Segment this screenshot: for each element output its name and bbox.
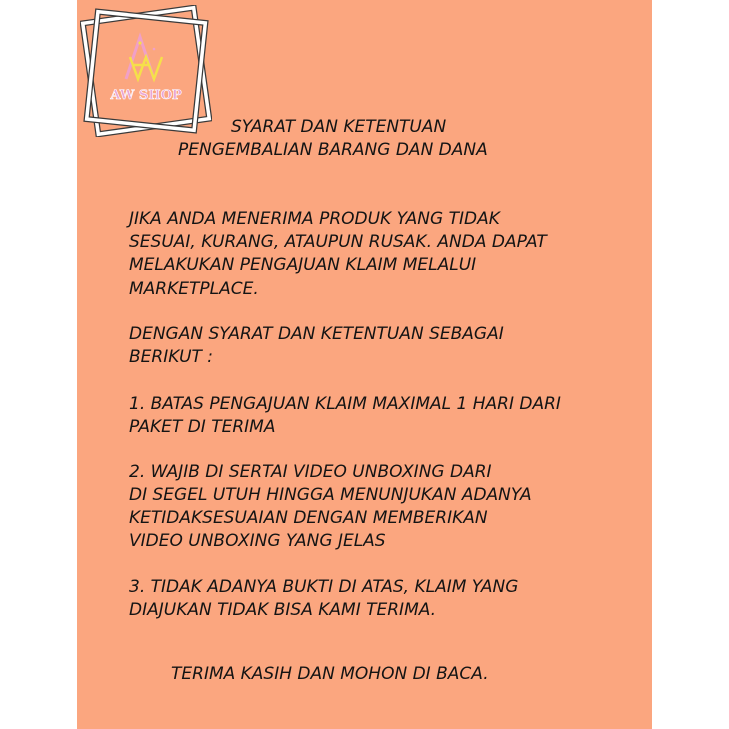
logo-monogram <box>126 37 162 79</box>
rule-2-line: VIDEO UNBOXING YANG JELAS <box>129 531 386 551</box>
heading-line-2: PENGEMBALIAN BARANG DAN DANA <box>178 140 488 160</box>
rule-1-line: PAKET DI TERIMA <box>129 417 276 437</box>
closing-note: TERIMA KASIH DAN MOHON DI BACA. <box>171 664 489 684</box>
rule-1-line: 1. BATAS PENGAJUAN KLAIM MAXIMAL 1 HARI DARI <box>129 394 561 414</box>
intro-line: MARKETPLACE. <box>129 279 259 299</box>
rule-2-line: 2. WAJIB DI SERTAI VIDEO UNBOXING DARI <box>129 462 492 482</box>
rule-2-line: DI SEGEL UTUH HINGGA MENUNJUKAN ADANYA <box>129 485 532 505</box>
conditions-intro-line: BERIKUT : <box>129 347 214 367</box>
aw-shop-logo <box>80 5 212 137</box>
rule-3-line: 3. TIDAK ADANYA BUKTI DI ATAS, KLAIM YANG <box>129 577 519 597</box>
intro-line: SESUAI, KURANG, ATAUPUN RUSAK. ANDA DAPAT <box>129 232 547 252</box>
logo-frame <box>83 8 209 134</box>
intro-line: JIKA ANDA MENERIMA PRODUK YANG TIDAK <box>129 209 500 229</box>
heading-line-1: SYARAT DAN KETENTUAN <box>231 117 447 137</box>
rule-2-line: KETIDAKSESUAIAN DENGAN MEMBERIKAN <box>129 508 488 528</box>
conditions-intro-line: DENGAN SYARAT DAN KETENTUAN SEBAGAI <box>129 324 504 344</box>
logo-brand-text: AW SHOP <box>110 88 182 103</box>
intro-line: MELAKUKAN PENGAJUAN KLAIM MELALUI <box>129 255 477 275</box>
rule-3-line: DIAJUKAN TIDAK BISA KAMI TERIMA. <box>129 600 437 620</box>
